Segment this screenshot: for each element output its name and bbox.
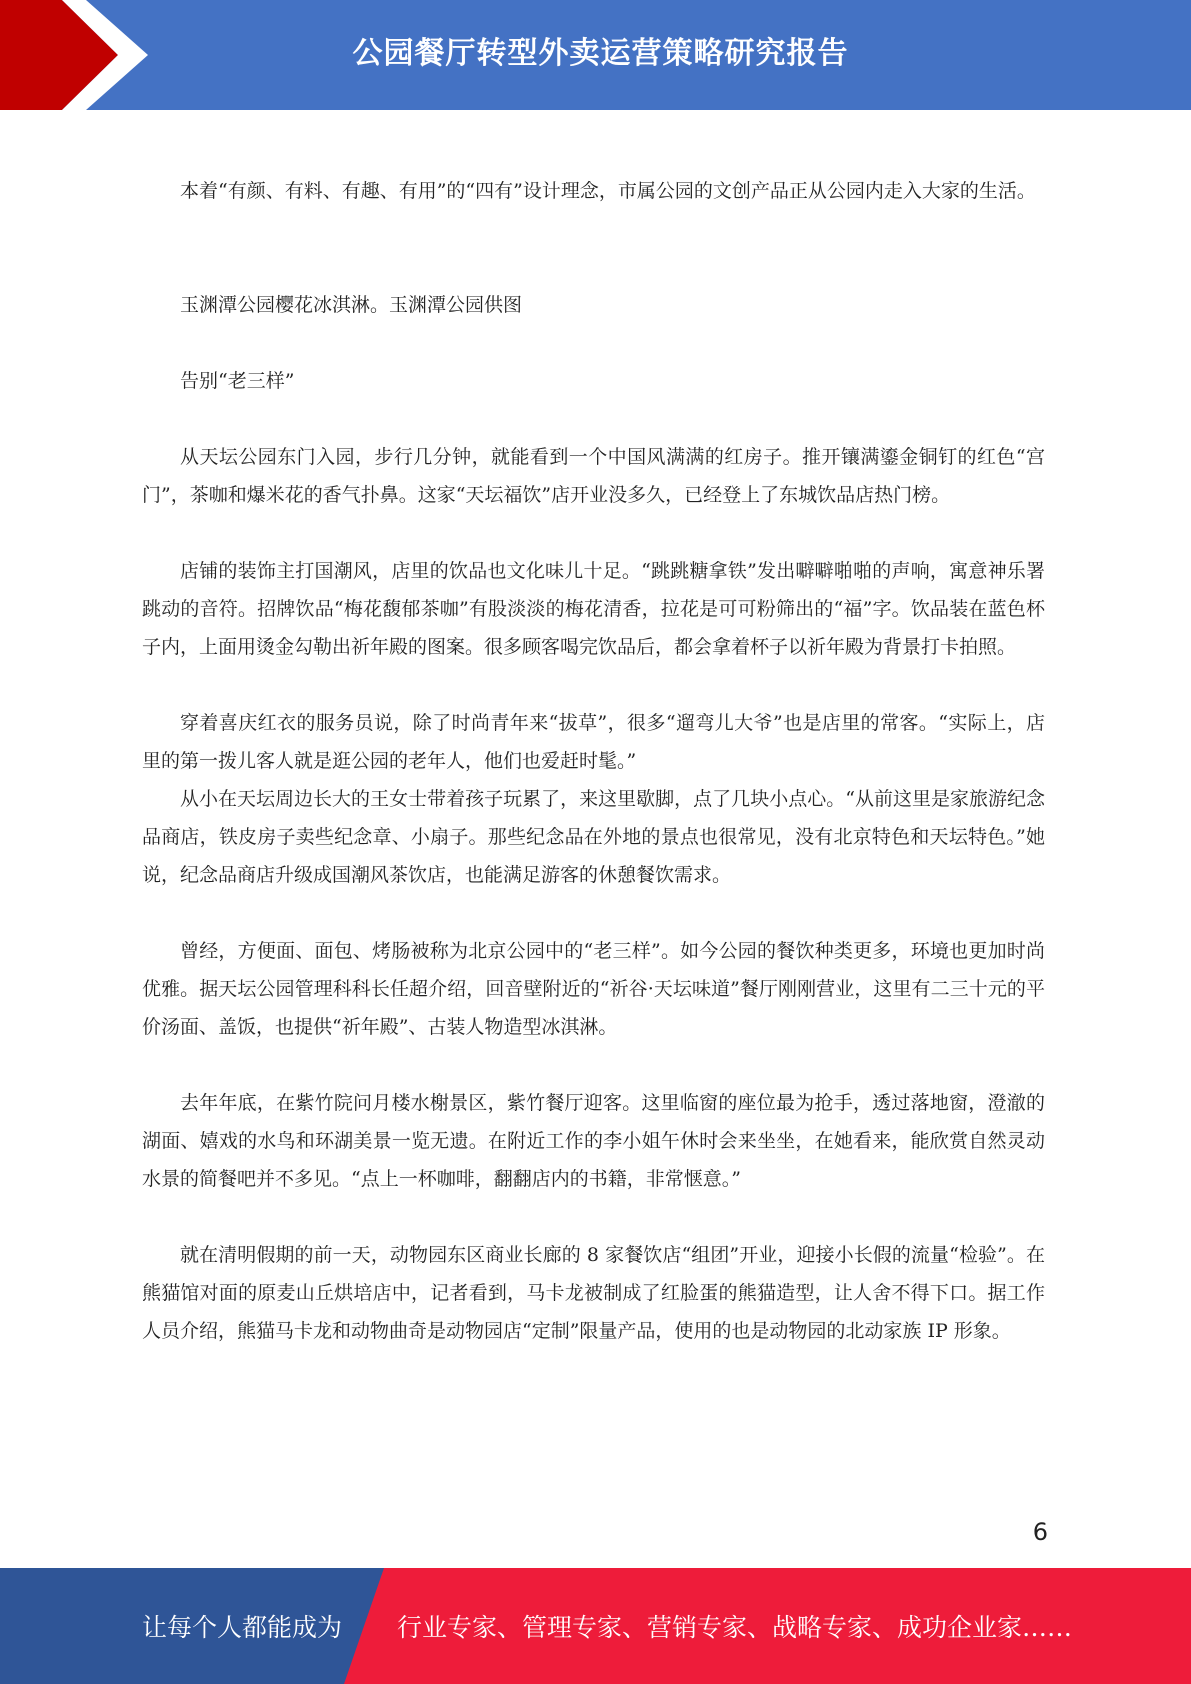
paragraph-waiter-quote: 穿着喜庆红衣的服务员说，除了时尚青年来“拔草”，很多“遛弯儿大爷”也是店里的常客。“实际上，店里的第一拨儿客人就是逛公园的老年人，他们也爱赶时髦。” [142,712,1045,772]
paragraph-zizhuyuan: 去年年底，在紫竹院问月楼水榭景区，紫竹餐厅迎客。这里临窗的座位最为抢手，透过落地窗，澄澈的湖面、嬉戏的水鸟和环湖美景一览无遗。在附近工作的李小姐午休时会来坐坐，在她看来，能欣赏自然灵动水景的简餐吧并不多见。“点上一杯咖啡，翻翻店内的书籍，非常惬意。” [142,1092,1045,1190]
image-caption: 玉渊潭公园樱花冰淇淋。玉渊潭公园供图 [180,294,523,316]
paragraph-zoo: 就在清明假期的前一天，动物园东区商业长廊的 8 家餐饮店“组团”开业，迎接小长假的流量“检验”。在熊猫馆对面的原麦山丘烘培店中，记者看到，马卡龙被制成了红脸蛋的熊猫造型，让人舍不得下口。据工作人员介绍，熊猫马卡龙和动物曲奇是动物园店“定制”限量产品，使用的也是动物园的北动家族 IP 形象。 [142,1244,1045,1342]
section-heading: 告别“老三样” [180,370,295,392]
body-content [142,172,1045,1350]
paragraph-shop-decor: 店铺的装饰主打国潮风，店里的饮品也文化味儿十足。“跳跳糖拿铁”发出噼噼啪啪的声响，寓意神乐署跳动的音符。招牌饮品“梅花馥郁茶咖”有股淡淡的梅花清香，拉花是可可粉筛出的“福”字。饮品装在蓝色杯子内，上面用烫金勾勒出祈年殿的图案。很多顾客喝完饮品后，都会拿着杯子以祈年殿为背景打卡拍照。 [142,560,1045,658]
page-footer [0,1568,1191,1684]
paragraph-intro: 本着“有颜、有料、有趣、有用”的“四有”设计理念，市属公园的文创产品正从公园内走入大家的生活。 [180,180,1036,202]
paragraph-old-three: 曾经，方便面、面包、烤肠被称为北京公园中的“老三样”。如今公园的餐饮种类更多，环境也更加时尚优雅。据天坛公园管理科科长任超介绍，回音壁附近的“祈谷·天坛味道”餐厅刚刚营业，这里有二三十元的平价汤面、盖饭，也提供“祈年殿”、古装人物造型冰淇淋。 [142,940,1045,1038]
paragraph-ms-wang: 从小在天坛周边长大的王女士带着孩子玩累了，来这里歇脚，点了几块小点心。“从前这里是家旅游纪念品商店，铁皮房子卖些纪念章、小扇子。那些纪念品在外地的景点也很常见，没有北京特色和天坛特色。”她说，纪念品商店升级成国潮风茶饮店，也能满足游客的休憩餐饮需求。 [142,788,1045,886]
page-header [0,0,1191,110]
page-number: 6 [1032,1518,1048,1546]
footer-slogan-left: 让每个人都能成为 [142,1613,343,1642]
paragraph-tiantan-entry: 从天坛公园东门入园，步行几分钟，就能看到一个中国风满满的红房子。推开镶满鎏金铜钉的红色“宫门”，茶咖和爆米花的香气扑鼻。这家“天坛福饮”店开业没多久，已经登上了东城饮品店热门榜。 [142,446,1045,506]
footer-slogan-right: 行业专家、管理专家、营销专家、战略专家、成功企业家…… [397,1613,1073,1642]
document-title: 公园餐厅转型外卖运营策略研究报告 [352,36,849,71]
